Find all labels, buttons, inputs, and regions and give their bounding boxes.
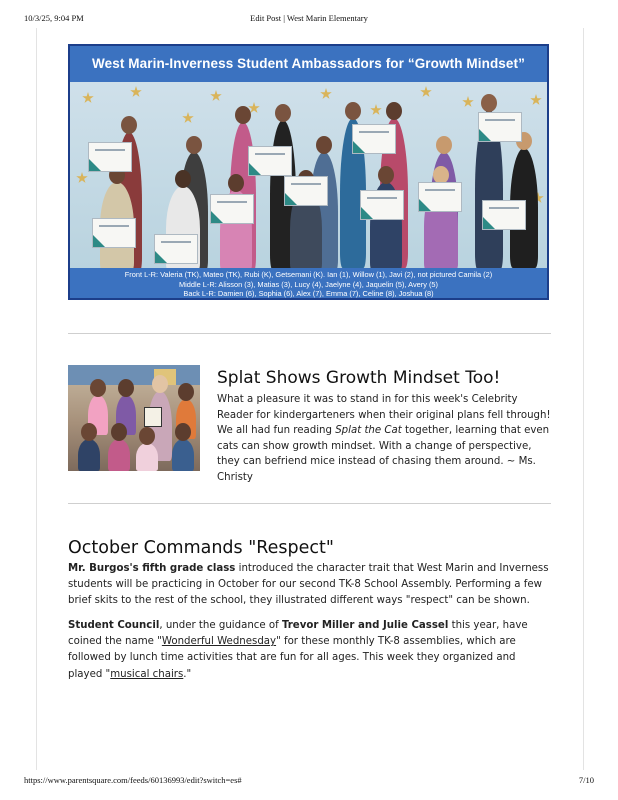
- star-decoration-icon: [420, 86, 432, 98]
- certificate-image: [478, 112, 522, 142]
- star-decoration-icon: [82, 92, 94, 104]
- section-divider: [68, 503, 551, 504]
- student-figure: [78, 439, 100, 471]
- paragraph-text: , under the guidance of: [159, 620, 282, 631]
- certificate-image: [154, 234, 198, 264]
- october-heading: October Commands "Respect": [68, 538, 334, 558]
- certificate-image: [418, 182, 462, 212]
- caption-line: Back L-R: Damien (6), Sophia (6), Alex (7), Emma (7), Celine (8), Joshua (8): [183, 289, 434, 299]
- print-page-title: Edit Post | West Marin Elementary: [250, 13, 368, 23]
- splat-text: What a pleasure it was to stand in for this week's Celebrity Reader for kindergarteners when their original plans fell through! We all had fun reading: [217, 394, 551, 436]
- certificate-image: [482, 200, 526, 230]
- student-figure: [108, 439, 130, 471]
- paragraph-text: " for these monthly TK-8 assemblies, which are followed by lunch time activities that are fun for all ages. This week they organized and played ": [68, 636, 516, 680]
- paragraph-text: this year, have coined the name ": [68, 620, 528, 648]
- certificate-image: [284, 176, 328, 206]
- ambassadors-banner: [68, 44, 549, 300]
- splat-paragraph: [217, 392, 552, 485]
- ambassadors-group-photo: [70, 82, 547, 268]
- star-decoration-icon: [530, 94, 542, 106]
- section-divider: [68, 333, 551, 334]
- certificate-image: [352, 124, 396, 154]
- caption-line: Front L-R: Valeria (TK), Mateo (TK), Rubi (K), Getsemani (K). Ian (1), Willow (1), Javi (2), not pictured Camila (2): [124, 270, 493, 279]
- star-decoration-icon: [76, 172, 88, 184]
- class-name: Mr. Burgos's fifth grade class: [68, 563, 236, 574]
- certificate-image: [360, 190, 404, 220]
- group-name: Student Council: [68, 620, 160, 631]
- print-datetime: 10/3/25, 9:04 PM: [24, 13, 84, 23]
- paragraph-text: introduced the character trait that West Marin and Inverness students will be practicing in October for our second TK-8 School Assembly. Performing a few brief skits to the rest of the school, they illustrated different ways "respect" can be shown.: [68, 563, 549, 607]
- page-margin-left: [36, 28, 37, 770]
- october-paragraph-2: [68, 618, 552, 683]
- page-margin-right: [583, 28, 584, 770]
- splat-heading: Splat Shows Growth Mindset Too!: [217, 368, 501, 388]
- wonderful-wednesday-link[interactable]: Wonderful Wednesday: [161, 636, 277, 648]
- print-url: https://www.parentsquare.com/feeds/60136993/edit?switch=es#: [24, 775, 242, 785]
- star-decoration-icon: [320, 88, 332, 100]
- advisor-names: Trevor Miller and Julie Cassel: [281, 620, 449, 631]
- star-decoration-icon: [370, 104, 382, 116]
- splat-text: together, learning that even cats can show growth mindset. With a change of perspective, they can befriend mice instead of chasing them around. ~ Ms. Christy: [217, 425, 550, 483]
- banner-title: West Marin-Inverness Student Ambassadors for “Growth Mindset”: [70, 46, 547, 82]
- celebrity-reader-photo: [68, 365, 200, 471]
- star-decoration-icon: [210, 90, 222, 102]
- student-figure: [172, 439, 194, 471]
- october-paragraph-1: [68, 561, 552, 610]
- star-decoration-icon: [130, 86, 142, 98]
- student-figure: [136, 443, 158, 471]
- certificate-image: [248, 146, 292, 176]
- banner-caption: [70, 268, 547, 300]
- certificate-image: [88, 142, 132, 172]
- star-decoration-icon: [182, 112, 194, 124]
- print-footer: [0, 775, 618, 787]
- musical-chairs-link[interactable]: musical chairs: [110, 668, 184, 680]
- certificate-image: [92, 218, 136, 248]
- print-header: [0, 13, 618, 25]
- certificate-image: [210, 194, 254, 224]
- book-title: Splat the Cat: [335, 425, 402, 436]
- star-decoration-icon: [462, 96, 474, 108]
- paragraph-text: .": [183, 668, 192, 680]
- page-number: 7/10: [578, 775, 594, 785]
- caption-line: Middle L-R: Alisson (3), Matias (3), Lucy (4), Jaelyne (4), Jaquelin (5), Avery (5): [178, 279, 439, 289]
